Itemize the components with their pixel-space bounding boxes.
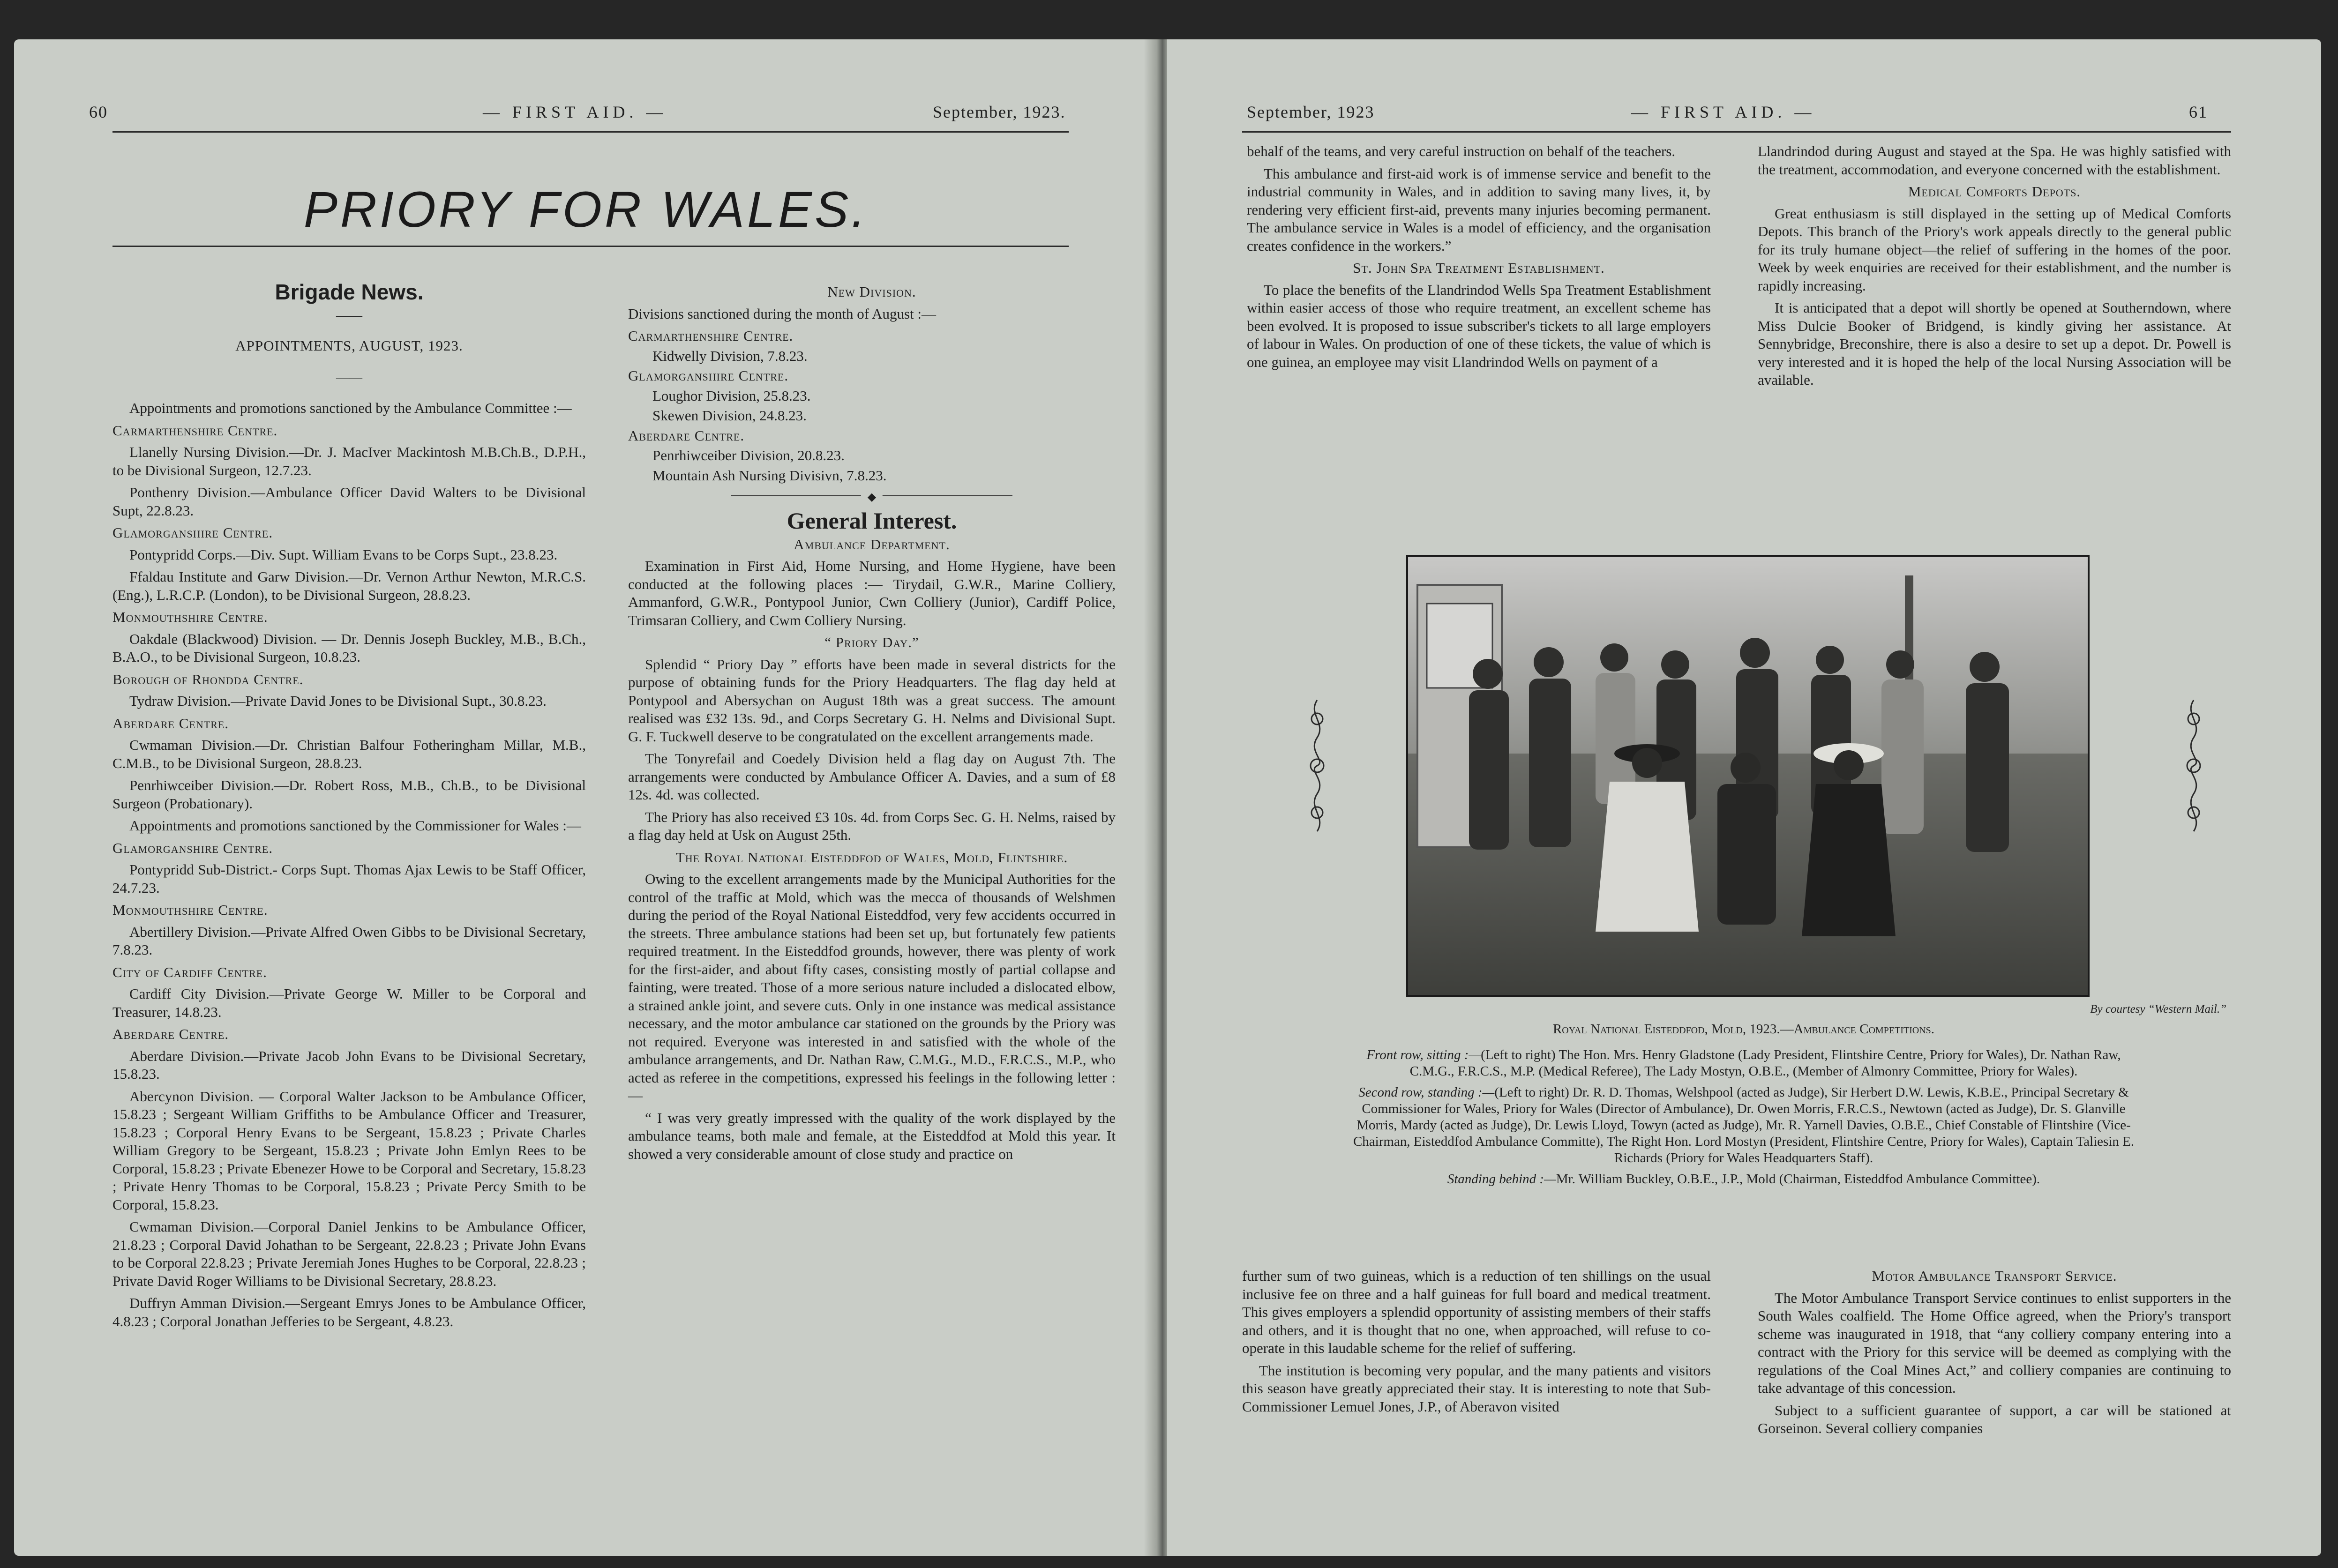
left-running-head (14, 96, 1158, 128)
paragraph: Oakdale (Blackwood) Division. — Dr. Dennis Joseph Buckley, M.B., B.Ch., B.A.O., to be Divisional Surgeon, 10.8.23. (112, 630, 586, 665)
paragraph: The Tonyrefail and Coedely Division held a flag day on August 7th. The arrangements were conducted by Ambulance Officer A. Davies, and a sum of £8 12s. 4d. was collected. (628, 750, 1116, 803)
title-rule (112, 246, 1069, 247)
right-running-head (1167, 96, 2321, 128)
right-bottom-left-column (1242, 1267, 1711, 1420)
left-column-1 (112, 280, 586, 1335)
paragraph: Ffaldau Institute and Garw Division.—Dr. Vernon Arthur Newton, M.R.C.S. (Eng.), L.R.C.P. (London), to be Divisional Surgeon, 28.8.23. (112, 568, 586, 603)
brigade-news-title: Brigade News. (275, 280, 424, 304)
paragraph: Abertillery Division.—Private Alfred Owen Gibbs to be Divisional Secretary, 7.8.23. (112, 923, 586, 958)
paragraph: Appointments and promotions sanctioned by the Commissioner for Wales :— (129, 817, 581, 834)
paragraph: Owing to the excellent arrangements made by the Municipal Authorities for the control of the traffic at Mold, which was the mecca of thousands of Welshmen during the period of the Royal National Eisteddfod, very few accidents occurred in the streets. Three ambulance stations had been set up, but fortunately few patients required treatment. In the Eisteddfod grounds, however, there was plenty of work for the first-aider, and about fifty cases, consisting mostly of partial collapse and fainting, were treated. Those of a more serious nature included a dislocated elbow, a strained ankle joint, and severe cuts. Only in one instance was medical assistance necessary, and the motor ambulance car stationed on the grounds by the Priory was not required. Everyone was interested in and satisfied with the whole of the ambulance arrangements, and Dr. Nathan Raw, C.M.G., M.D., F.R.C.S., M.P., who acted as referee in the competitions, expressed his feelings in the following letter :— (628, 871, 1116, 1104)
caption-row-label: Standing behind :— (1447, 1172, 1556, 1187)
paragraph: To place the benefits of the Llandrindod Wells Spa Treatment Establishment within easier access of those who require treatment, an excellent scheme has been evolved. It is proposed to issue subscriber's tickets to all large employers of labour in Wales. On production of one of these tickets, the value of which is one guinea, an employee may visit Llandrindod Wells on payment of a (1247, 281, 1711, 370)
paragraph: The Motor Ambulance Transport Service continues to enlist supporters in the South Wales coalfield. The Home Office agreed, when the Priory's transport scheme was inaugurated in 1918, that “any colliery company entering into a contract with the Priory for this service will be deemed as complying with the regulations of the Coal Mines Act,” and colliery companies are continuing to take advantage of this concession. (1758, 1289, 2231, 1396)
new-division-list (628, 327, 1116, 485)
paragraph: further sum of two guineas, which is a reduction of ten shillings on the usual inclusive fee on three and a half guineas for full board and medical treatment. This gives employers a splendid opportunity of assisting members of their staffs and others, and it is thought that no one, when approached, will refuse to co-operate in this laudable scheme for the relief of suffering. (1242, 1268, 1711, 1356)
centre-heading: City of Cardiff Centre. (112, 963, 267, 980)
centre-heading: Aberdare Centre. (112, 1026, 229, 1042)
division-item: Kidwelly Division, 7.8.23. (652, 347, 808, 364)
left-date: September, 1923. (933, 103, 1066, 121)
paragraph: Cardiff City Division.—Private George W. Miller to be Corporal and Treasurer, 14.8.23. (112, 986, 586, 1020)
caption-row (1345, 1084, 2142, 1166)
right-date: September, 1923 (1247, 103, 1375, 121)
section-heading: Motor Ambulance Transport Service. (1872, 1268, 2117, 1284)
photo-credit: By courtesy “Western Mail.” (2090, 1003, 2226, 1015)
right-top-left-column (1247, 142, 1711, 375)
division-item: Loughor Division, 25.8.23. (652, 387, 811, 404)
centre-heading: Aberdare Centre. (112, 715, 229, 732)
paragraph: The institution is becoming very popular, and the many patients and visitors this season have greatly appreciated their stay. It is interesting to note that Sub-Commissioner Lemuel Jones, J.P., of Aberavon visited (1242, 1362, 1711, 1415)
photo-scene (1408, 557, 2088, 995)
left-page (14, 39, 1158, 1556)
paragraph: “ I was very greatly impressed with the quality of the work displayed by the ambulance teams, both male and female, at the Eisteddfod at Mold this year. It showed a very considerable amount of close study and practice on (628, 1109, 1116, 1162)
paragraph: behalf of the teams, and very careful instruction on behalf of the teachers. (1247, 143, 1676, 159)
right-bottom-right-column (1758, 1267, 2231, 1442)
photo-caption-title: Royal National Eisteddfod, Mold, 1923.—Ambulance Competitions. (1552, 1022, 1935, 1037)
paragraph: Pontypridd Sub-District.- Corps Supt. Thomas Ajax Lewis to be Staff Officer, 24.7.23. (112, 861, 586, 896)
section-heading: Medical Comforts Depots. (1908, 183, 2081, 200)
paragraph: Examination in First Aid, Home Nursing, and Home Hygiene, have been conducted at the following places :— Tirydail, G.W.R., Marine Colliery, Ammanford, G.W.R., Pontypool Junior, Cwn Colliery (Junior), Cardiff Police, Trimsaran Colliery, and Cwm Colliery Nursing. (628, 558, 1116, 628)
division-item: Skewen Division, 24.8.23. (652, 407, 807, 424)
paragraph: Pontypridd Corps.—Div. Supt. William Evans to be Corps Supt., 23.8.23. (129, 546, 558, 563)
head-rule (112, 131, 1069, 133)
group-photograph (1406, 555, 2090, 997)
paragraph: Penrhiwceiber Division.—Dr. Robert Ross, M.B., Ch.B., to be Divisional Surgeon (Probationary). (112, 777, 586, 812)
centre-heading: Carmarthenshire Centre. (112, 422, 278, 439)
division-item: Mountain Ash Nursing Divisivn, 7.8.23. (652, 467, 887, 484)
left-running-title: — FIRST AID. — (483, 103, 667, 121)
paragraph: Llanelly Nursing Division.—Dr. J. MacIver Mackintosh M.B.Ch.B., D.P.H., to be Divisional Surgeon, 12.7.23. (112, 444, 586, 478)
centre-heading: Glamorganshire Centre. (628, 367, 789, 384)
centre-heading: Glamorganshire Centre. (112, 839, 273, 856)
left-column-2 (628, 283, 1116, 1167)
left-page-number: 60 (89, 103, 108, 121)
section-heading: “ Priory Day.” (824, 634, 919, 650)
caption-row-text: Mr. William Buckley, O.B.E., J.P., Mold (Chairman, Eisteddfod Ambulance Committee). (1556, 1172, 2040, 1187)
centre-heading: Glamorganshire Centre. (112, 524, 273, 541)
paragraph: This ambulance and first-aid work is of immense service and benefit to the industrial community in Wales, and in addition to saving many lives, it, by rendering very efficient first-aid, prevents many injuries becoming permanent. The ambulance service in Wales is a model of efficiency, and the organisation creates confidence in the workers.” (1247, 165, 1711, 254)
caption-row (1345, 1171, 2142, 1187)
paragraph: Abercynon Division. — Corporal Walter Jackson to be Ambulance Officer, 15.8.23 ; Sergeant William Griffiths to be Ambulance Officer and Treasurer, 15.8.23 ; Corporal Henry Evans to be Sergeant, 15.8.23 ; Private Charles William Gregory to be Sergeant, 15.8.23 ; Private John Emlyn Rees to be Corporal, 15.8.23 ; Private Ebenezer Howe to be Corporal and Secretary, 15.8.23 ; Private Henry Thomas to be Corporal, 15.8.23 ; Private Percy Smith to be Corporal, 15.8.23. (112, 1088, 586, 1213)
paragraph: Duffryn Amman Division.—Sergeant Emrys Jones to be Ambulance Officer, 4.8.23 ; Corporal Jonathan Jefferies to be Sergeant, 4.8.23. (112, 1295, 586, 1329)
section-heading: St. John Spa Treatment Establishment. (1353, 260, 1605, 276)
paragraph: Llandrindod during August and stayed at the Spa. He was highly satisfied with the treatment, accommodation, and everyone concerned with the establishment. (1758, 143, 2231, 178)
right-running-title: — FIRST AID. — (1631, 103, 1816, 121)
caption-row-text: (Left to right) Dr. R. D. Thomas, Welshpool (acted as Judge), Sir Herbert D.W. Lewis, K.B.E., Principal Secretary & Commissioner for Wales, Priory for Wales (Director of Ambulance), Dr. Owen Morris, F.R.C.S., Newtown (acted as Judge), Dr. S. Glanville Morris, Mardy (acted as Judge), Dr. Lewis Lloyd, Towyn (acted as Judge), Mr. R. Yarnell Davies, O.B.E., Chief Constable of Flintshire (Vice-Chairman, Eisteddfod Ambulance Committe), The Right Hon. Lord Mostyn (President, Flintshire Centre, Priory for Wales), Captain Taliesin E. Richards (Priory for Wales Headquarters Staff). (1353, 1085, 2135, 1165)
left-scroll-ornament (1303, 695, 1331, 836)
photo-caption (1345, 1047, 2142, 1192)
section-heading: Ambulance Department. (794, 536, 950, 553)
new-division-intro: Divisions sanctioned during the month of August :— (628, 305, 936, 322)
caption-row-text: (Left to right) The Hon. Mrs. Henry Gladstone (Lady President, Flintshire Centre, Priory for Wales), Dr. Nathan Raw, C.M.G., F.R.C.S., M.P. (Medical Referee), The Lady Mostyn, O.B.E., (Member of Almonry Committee, Priory for Wales). (1409, 1047, 2121, 1079)
general-interest-body (628, 536, 1116, 1164)
ornament-divider: ◆ (731, 491, 1012, 500)
paragraph: Appointments and promotions sanctioned by the Ambulance Committee :— (129, 400, 572, 416)
centre-heading: Monmouthshire Centre. (112, 902, 268, 918)
paragraph: The Priory has also received £3 10s. 4d. from Corps Sec. G. H. Nelms, raised by a flag day held at Usk on August 25th. (628, 808, 1116, 843)
head-rule (1242, 131, 2231, 133)
section-heading: The Royal National Eisteddfod of Wales, Mold, Flintshire. (675, 849, 1068, 866)
paragraph: Splendid “ Priory Day ” efforts have been made in several districts for the purpose of obtaining funds for the Priory Headquarters. The flag day held at Pontypool and Abersychan on August 18th was a great success. The amount realised was £32 13s. 9d., and Corps Secretary G. H. Nelms and Divisional Supt. G. F. Tuckwell deserve to be congratulated on the excellent arrangements made. (628, 656, 1116, 745)
caption-row (1345, 1047, 2142, 1080)
paragraph: Aberdare Division.—Private Jacob John Evans to be Divisional Secretary, 15.8.23. (112, 1047, 586, 1082)
centre-heading: Aberdare Centre. (628, 427, 745, 444)
division-item: Penrhiwceiber Division, 20.8.23. (652, 447, 845, 463)
right-page (1167, 39, 2321, 1556)
page-title: PRIORY FOR WALES. (303, 181, 869, 238)
new-division-heading: New Division. (827, 284, 916, 300)
paragraph: Cwmaman Division.—Dr. Christian Balfour Fotheringham Millar, M.B., C.M.B., to be Divisional Surgeon, 28.8.23. (112, 737, 586, 771)
paragraph: It is anticipated that a depot will shortly be opened at Southerndown, where Miss Dulcie Booker of Bridgend, is kindly giving her assistance. At Sennybridge, Breconshire, there is also a desire to set up a depot. Dr. Powell is very interested and it is hoped the help of the local Nursing Association will be available. (1758, 299, 2231, 388)
paragraph: Great enthusiasm is still displayed in the setting up of Medical Comforts Depots. This branch of the Priory's work appeals directly to the general public for its truly humane object—the relief of suffering in the homes of the poor. Week by week enquiries are received for their establishment, and the number is rapidly increasing. (1758, 205, 2231, 294)
divider: —— (336, 370, 362, 385)
general-interest-title: General Interest. (787, 508, 957, 534)
paragraph: Cwmaman Division.—Corporal Daniel Jenkins to be Ambulance Officer, 21.8.23 ; Corporal David Johathan to be Sergeant, 22.8.23 ; Private John Evans to be Corporal 22.8.23 ; Private Jeremiah Jones Hughes to be Corporal, 22.8.23 ; Private David Roger Williams to be Divisional Secretary, 28.8.23. (112, 1218, 586, 1289)
caption-row-label: Front row, sitting :— (1366, 1047, 1481, 1062)
centre-heading: Monmouthshire Centre. (112, 609, 268, 625)
divider: —— (336, 308, 362, 323)
centre-heading: Carmarthenshire Centre. (628, 328, 794, 344)
brigade-news-body (112, 399, 586, 1330)
paragraph: Ponthenry Division.—Ambulance Officer David Walters to be Divisional Supt, 22.8.23. (112, 484, 586, 519)
right-top-right-column (1758, 142, 2231, 394)
centre-heading: Borough of Rhondda Centre. (112, 671, 304, 687)
paragraph: Tydraw Division.—Private David Jones to be Divisional Supt., 30.8.23. (129, 693, 547, 709)
right-scroll-ornament (2180, 695, 2208, 836)
appointments-heading: APPOINTMENTS, AUGUST, 1923. (235, 337, 463, 354)
paragraph: Subject to a sufficient guarantee of support, a car will be stationed at Gorseinon. Several colliery companies (1758, 1402, 2231, 1436)
caption-row-label: Second row, standing :— (1358, 1085, 1495, 1100)
right-page-number: 61 (2189, 103, 2208, 121)
